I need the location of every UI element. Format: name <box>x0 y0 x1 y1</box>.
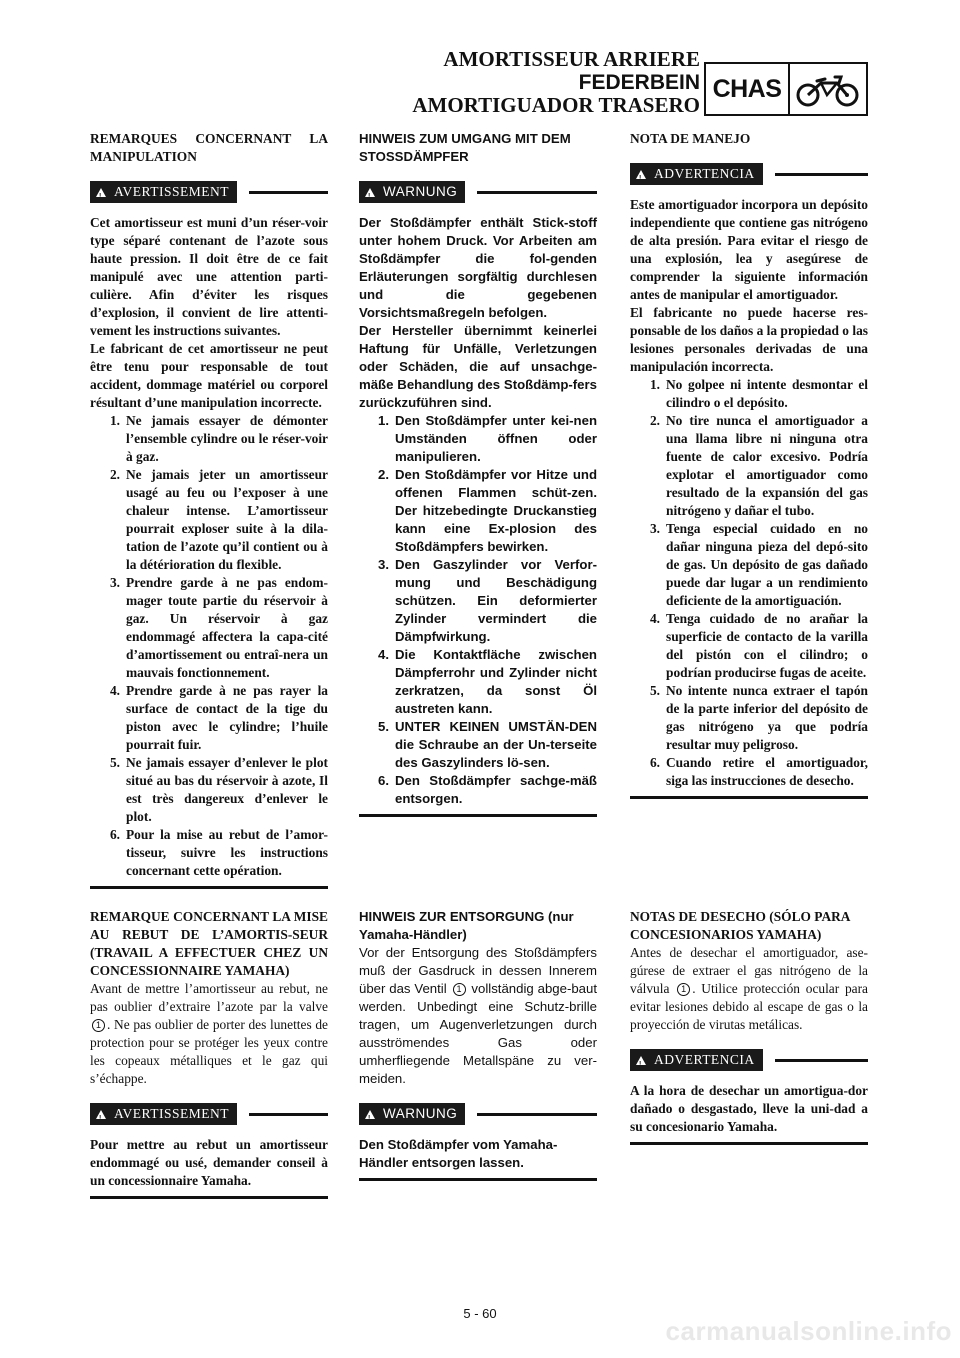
list-item: 1. Den Stoßdämpfer unter kei-nen Umständen öffnen oder manipulieren. <box>378 413 597 464</box>
warning-icon <box>365 1110 375 1119</box>
es-handling-p1: Este amortiguador incorpora un depósito independiente que contiene gas nitrógeno de alta presión. Para evitar el riesgo de una explosión, lea y asegúrese de comprender la siguiente información antes de manipular el amortiguador. <box>630 197 868 302</box>
es-disposal-heading: NOTAS DE DESECHO (SÓLO PARA CONCESIONARIOS YAMAHA) <box>630 909 850 942</box>
es-handling-heading: NOTA DE MANEJO <box>630 131 751 146</box>
valve-marker: 1 <box>453 983 466 996</box>
motorcycle-icon <box>790 64 866 114</box>
warning-icon <box>365 188 375 197</box>
divider <box>775 173 868 176</box>
divider <box>775 1059 868 1062</box>
es-warning-banner-2 <box>630 1046 868 1074</box>
warning-icon <box>96 1110 106 1119</box>
list-item: 2. No tire nunca el amortiguador a una llama libre ni ninguna otra fuente de calor excesivo. Podría explotar el amortiguador como resultado de la expansión del gas nitrógeno y dañar el tubo. <box>649 413 868 518</box>
column-french <box>90 130 328 889</box>
divider <box>90 886 328 889</box>
divider <box>359 814 597 817</box>
fr-warning-badge: ! AVERTISSEMENT <box>90 181 237 203</box>
warning-icon <box>636 170 646 179</box>
divider <box>630 796 868 799</box>
es-warning-badge-2: ! ADVERTENCIA <box>630 1049 763 1071</box>
page-header <box>380 48 700 117</box>
es-handling-p2: El fabricante no puede hacerse res-ponsable de los daños a la propiedad o las lesiones personales derivadas de una manipulación incorrecta. <box>630 305 868 374</box>
divider <box>249 191 328 194</box>
divider <box>477 1113 597 1116</box>
list-item: 4. Prendre garde à ne pas rayer la surface de contact de la tige du piston avec le cylindre; l’huile pourrait fuir. <box>109 683 328 752</box>
de-warning-badge: ! WARNUNG <box>359 181 465 203</box>
de-handling-p1: Der Stoßdämpfer enthält Stick-stoff unter hohem Druck. Vor Arbeiten am Stoßdämpfer die fol-genden Erläuterungen sorgfältig durchlesen und die gegebenen Vorsichtsmaßregeln befolgen. <box>359 215 597 320</box>
column-german <box>359 130 597 817</box>
header-title-es: AMORTIGUADOR TRASERO <box>412 93 700 117</box>
header-title-fr: AMORTISSEUR ARRIERE <box>443 47 700 71</box>
divider <box>477 191 597 194</box>
valve-marker: 1 <box>677 983 690 996</box>
list-item: 6. Pour la mise au rebut de l’amor-tisseur, suivre les instructions concernant cette opération. <box>109 827 328 878</box>
section-code: CHAS <box>706 64 790 114</box>
es-precaution-list <box>630 376 868 790</box>
de-warning-badge-2: ! WARNUNG <box>359 1103 465 1125</box>
list-item: 4. Die Kontaktfläche zwischen Dämpferrohr und Zylinder nicht zerkratzen, da sonst Öl austreten kann. <box>378 647 597 716</box>
fr-handling-p2: Le fabricant de cet amortisseur ne peut être tenu pour responsable de tout accident, dommage matériel ou corporel résultant d’une manipulation incorrecte. <box>90 341 328 410</box>
list-item: 2. Ne jamais jeter un amortisseur usagé au feu ou l’exposer à une chaleur intense. L’amortisseur pourrait exploser suite à la dila-tation de l’azote qu’il contient ou à la détérioration du flexible. <box>109 467 328 572</box>
column-german-disposal <box>359 908 597 1181</box>
fr-warning-badge-2: ! AVERTISSEMENT <box>90 1103 237 1125</box>
list-item: 3. Prendre garde à ne pas endom-mager toute partie du réservoir à gaz. Un réservoir à gaz endommagé affectera la capa-cité d’amortissement ou entraî-nera un mauvais fonctionnement. <box>109 575 328 680</box>
page-number: 5 - 60 <box>463 1306 497 1321</box>
watermark: carmanualsonline.info <box>665 1316 952 1346</box>
de-handling-heading: HINWEIS ZUM UMGANG MIT DEM STOSSDÄMPFER <box>359 131 571 164</box>
header-title-de: FEDERBEIN <box>578 71 700 94</box>
de-warning-banner <box>359 178 597 206</box>
column-spanish <box>630 130 868 799</box>
list-item: 1. No golpee ni intente desmontar el cilindro o el depósito. <box>649 377 868 410</box>
column-spanish-disposal <box>630 908 868 1145</box>
list-item: 1. Ne jamais essayer de démonter l’ensemble cylindre ou le réser-voir à gaz. <box>109 413 328 464</box>
section-badge <box>704 62 868 116</box>
valve-marker: 1 <box>92 1019 105 1032</box>
list-item: 2. Den Stoßdämpfer vor Hitze und offenen Flammen schüt-zen. Der hitzebedingte Druckanstieg kann eine Ex-plosion des Stoßdämpfers bewirken. <box>378 467 597 554</box>
es-disposal-text: Antes de desechar el amortiguador, ase-gúrese de extraer el gas nitrógeno de la válvula 1 . Utilice protección ocular para evitar lesiones debido al escape de gas o la proyección de virutas metálicas. <box>630 945 868 1032</box>
es-disposal-warning: A la hora de desechar un amortigua-dor dañado o desgastado, lleve la uni-dad a su concesionario Yamaha. <box>630 1083 868 1134</box>
fr-handling-p1: Cet amortisseur est muni d’un réser-voir type séparé contenant de l’azote sous haute pression. Il doit être de ce fait manipulé avec une attention parti-culière. Afin d’éviter les risques d’explosion, il convient de lire attenti-vement les instructions suivantes. <box>90 215 328 338</box>
warning-icon <box>96 188 106 197</box>
es-warning-badge: ! ADVERTENCIA <box>630 163 763 185</box>
list-item: 4. Tenga cuidado de no arañar la superficie de contacto de la varilla del pistón con el cilindro; o podrían producirse fugas de aceite. <box>649 611 868 680</box>
divider <box>359 1178 597 1181</box>
fr-handling-heading: REMARQUES CONCERNANT LA MANIPULATION <box>90 131 328 164</box>
list-item: 5. No intente nunca extraer el tapón de la parte inferior del depósito de gas nitrógeno ya que podría resultar muy peligroso. <box>649 683 868 752</box>
list-item: 6. Cuando retire el amortiguador, siga las instrucciones de desecho. <box>649 755 868 788</box>
list-item: 3. Den Gaszylinder vor Verfor-mung und Beschädigung schützen. Ein deformierter Zylinder vermindert die Dämpfwirkung. <box>378 557 597 644</box>
list-item: 5. Ne jamais essayer d’enlever le plot situé au bas du réservoir à azote, Il est très dangereux d’enlever le plot. <box>109 755 328 824</box>
fr-precaution-list <box>90 412 328 880</box>
de-handling-p2: Der Hersteller übernimmt keinerlei Haftung für Unfälle, Verletzungen oder Schäden, die auf unsachge-mäße Behandlung des Stoßdämp-fers zurückzuführen sind. <box>359 323 597 410</box>
list-item: 3. Tenga especial cuidado en no dañar ninguna pieza del depó-sito de gas. Un depósito de gas dañado puede dar lugar a un rendimiento deficiente de la amortiguación. <box>649 521 868 608</box>
list-item: 6. Den Stoßdämpfer sachge-mäß entsorgen. <box>378 773 597 806</box>
de-disposal-heading: HINWEIS ZUR ENTSORGUNG (nur Yamaha-Händler) <box>359 909 574 942</box>
de-precaution-list <box>359 412 597 808</box>
fr-warning-banner-2 <box>90 1100 328 1128</box>
es-warning-banner <box>630 160 868 188</box>
de-disposal-text: Vor der Entsorgung des Stoßdämpfers muß der Gasdruck in dessen Innerem über das Ventil 1 vollständig abge-baut werden. Unbedingt eine Schutz-brille tragen, um Augenverletzungen durch ausströmendes Gas oder umherfliegende Metallspäne zu ver-meiden. <box>359 945 597 1086</box>
divider <box>249 1113 328 1116</box>
fr-disposal-heading: REMARQUE CONCERNANT LA MISE AU REBUT DE L’AMORTIS-SEUR (TRAVAIL A EFFECTUER CHEZ UN CONCESSIONNAIRE YAMAHA) <box>90 909 328 978</box>
de-disposal-warning: Den Stoßdämpfer vom Yamaha-Händler entsorgen lassen. <box>359 1137 558 1170</box>
warning-icon <box>636 1056 646 1065</box>
fr-disposal-text: Avant de mettre l’amortisseur au rebut, ne pas oublier d’extraire l’azote par la valve 1 . Ne pas oublier de porter des lunettes de protection pour se protéger les yeux contre les copeaux métalliques et le gaz qui s’échappe. <box>90 981 328 1086</box>
fr-warning-banner <box>90 178 328 206</box>
de-warning-banner-2 <box>359 1100 597 1128</box>
list-item: 5. UNTER KEINEN UMSTÄN-DEN die Schraube an der Un-terseite des Gaszylinders lö-sen. <box>378 719 597 770</box>
divider <box>90 1196 328 1199</box>
fr-disposal-warning: Pour mettre au rebut un amortisseur endommagé ou usé, demander conseil à un concessionnaire Yamaha. <box>90 1137 328 1188</box>
divider <box>630 1142 868 1145</box>
column-french-disposal <box>90 908 328 1199</box>
